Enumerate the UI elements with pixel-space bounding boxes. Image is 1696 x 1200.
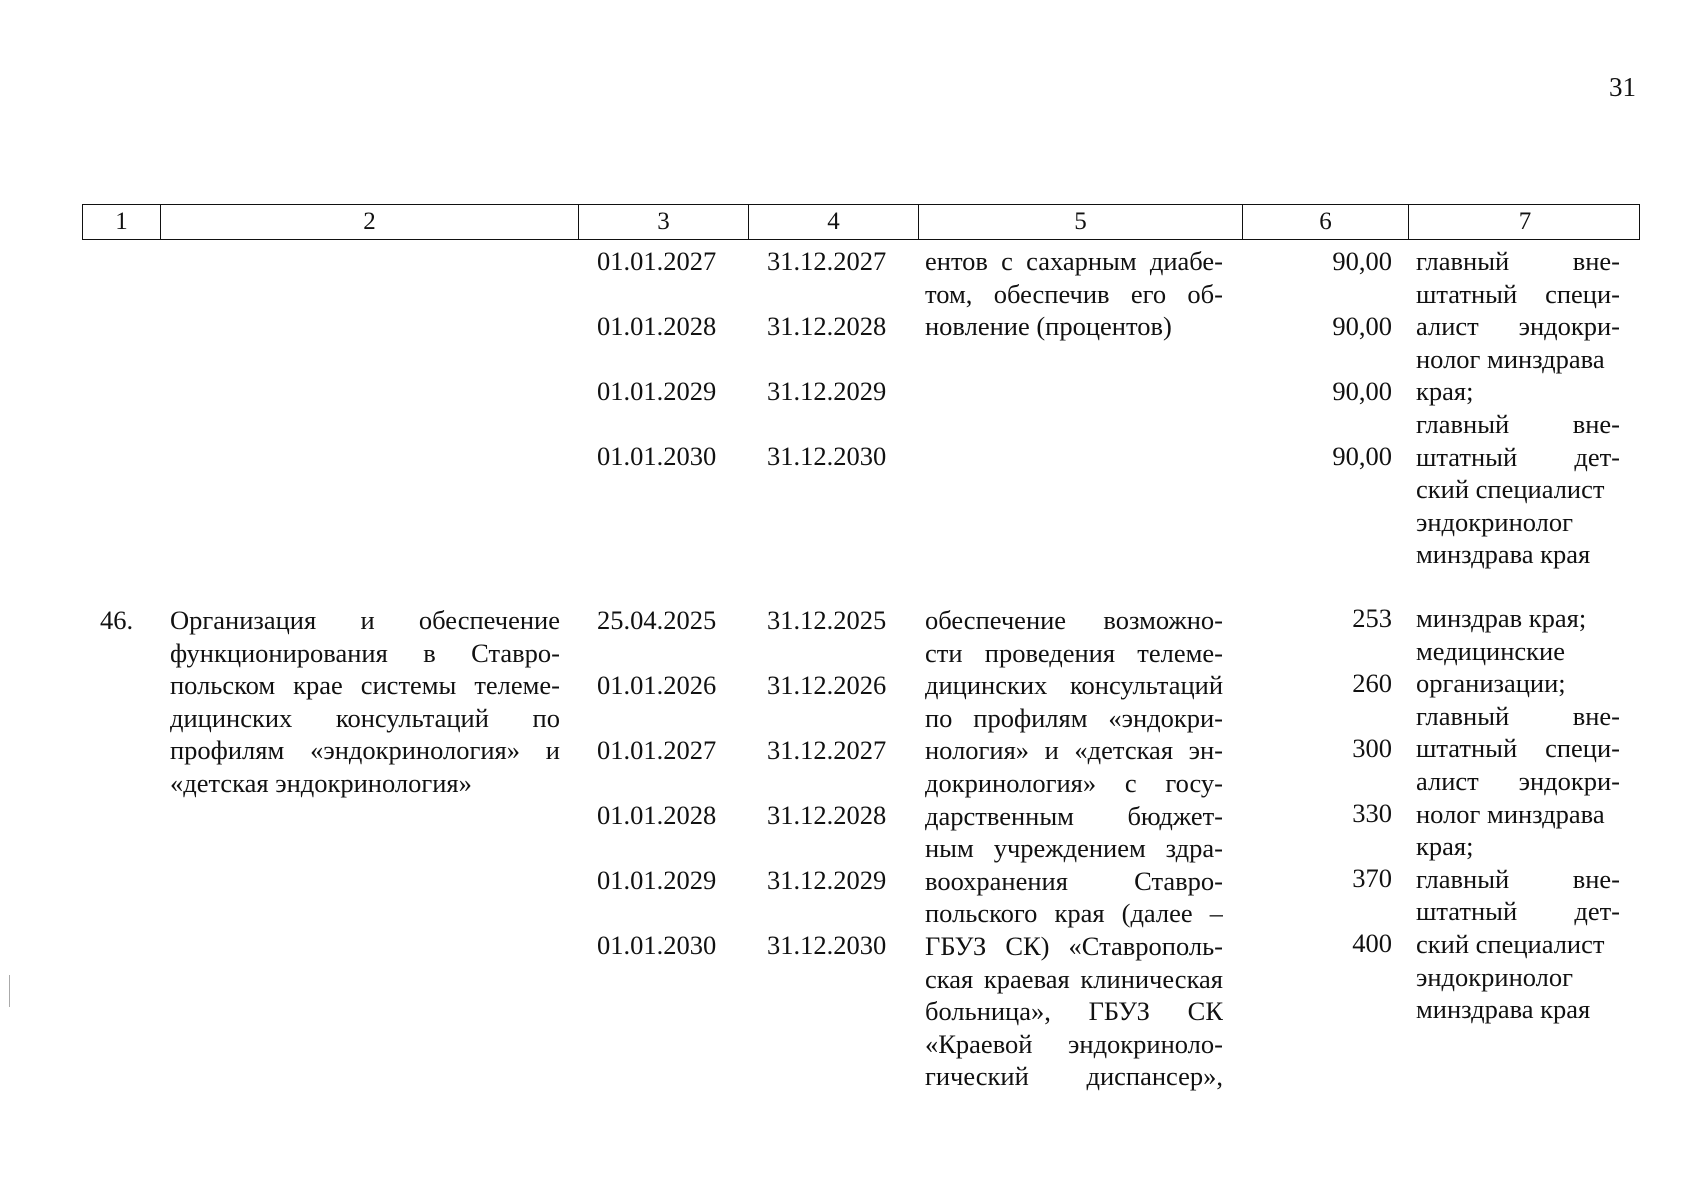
text-line: нология» и «детская эн- — [925, 735, 1223, 766]
indicator-value: 90,00 — [1332, 441, 1392, 471]
text-line: штатный дет- — [1416, 896, 1620, 927]
table-header — [82, 204, 1640, 240]
text-line: нолог минздрава — [1416, 343, 1605, 374]
end-date: 31.12.2028 — [767, 800, 887, 830]
text-line: эндокринолог — [1416, 506, 1574, 537]
start-date: 01.01.2028 — [597, 800, 717, 830]
text-line: главный вне- — [1416, 863, 1620, 894]
page-number: 31 — [1609, 72, 1636, 102]
text-line: Организация и обеспечение — [170, 605, 560, 635]
text-line: обеспечение возможно- — [925, 605, 1223, 635]
header-col-7: 7 — [1518, 208, 1532, 235]
text-line: ский специалист — [1416, 928, 1605, 959]
row-number: 46. — [100, 605, 134, 635]
text-line: больница», ГБУЗ СК — [925, 996, 1223, 1027]
text-line: минздрав края; — [1416, 603, 1587, 633]
text-line: главный вне- — [1416, 246, 1620, 276]
start-date: 01.01.2027 — [597, 246, 717, 276]
text-line: ский специалист — [1416, 474, 1605, 505]
end-date: 31.12.2026 — [767, 670, 887, 700]
end-date: 31.12.2027 — [767, 735, 887, 765]
text-line: воохранения Ставро- — [925, 865, 1223, 896]
text-line: польском крае системы телеме- — [170, 670, 560, 701]
text-line: дицинских консультаций по — [170, 702, 560, 733]
start-date: 01.01.2030 — [597, 441, 717, 471]
end-date: 31.12.2028 — [767, 311, 887, 341]
text-line: ным учреждением здра- — [925, 833, 1223, 864]
text-line: гический диспансер», — [925, 1061, 1223, 1092]
indicator-description — [925, 604, 1223, 1093]
indicator-value: 253 — [1352, 603, 1392, 633]
start-date: 01.01.2029 — [597, 865, 717, 895]
text-line: дарственным бюджет- — [925, 800, 1223, 831]
header-col-6: 6 — [1243, 205, 1409, 239]
text-line: алист эндокри- — [1416, 765, 1620, 796]
end-date: 31.12.2027 — [767, 246, 887, 276]
text-line: по профилям «эндокри- — [925, 702, 1223, 733]
text-line: края; — [1416, 376, 1474, 407]
text-line: «Краевой эндокриноло- — [925, 1028, 1223, 1059]
header-col-3: 3 — [579, 205, 749, 239]
text-line: польского края (далее – — [925, 898, 1223, 929]
indicator-value: 90,00 — [1332, 376, 1392, 406]
start-date: 01.01.2027 — [597, 735, 717, 765]
text-line: новление (процентов) — [925, 311, 1172, 342]
indicator-value: 90,00 — [1332, 246, 1392, 276]
text-line: края; — [1416, 831, 1474, 862]
start-date: 01.01.2030 — [597, 930, 717, 960]
text-line: алист эндокри- — [1416, 311, 1620, 342]
text-line: штатный специ- — [1416, 278, 1620, 309]
text-line: медицинские — [1416, 635, 1565, 666]
text-line: минздрава края — [1416, 539, 1591, 570]
text-line: нолог минздрава — [1416, 798, 1605, 829]
header-col-2: 2 — [161, 205, 579, 239]
end-date: 31.12.2030 — [767, 441, 887, 471]
indicator-value: 330 — [1352, 798, 1392, 828]
text-line: ская краевая клиническая — [925, 963, 1223, 994]
end-date: 31.12.2025 — [767, 605, 887, 635]
responsible-executors — [1416, 602, 1620, 1026]
responsible-executors — [1416, 245, 1620, 571]
indicator-value: 300 — [1352, 733, 1392, 763]
text-line: том, обеспечив его об- — [925, 278, 1223, 309]
start-date: 01.01.2026 — [597, 670, 717, 700]
header-col-1: 1 — [83, 205, 161, 239]
end-date: 31.12.2029 — [767, 865, 887, 895]
start-date: 25.04.2025 — [597, 605, 717, 635]
text-line: ентов с сахарным диабе- — [925, 246, 1223, 276]
indicator-description — [925, 245, 1223, 343]
text-line: профилям «эндокринология» и — [170, 735, 560, 766]
end-date: 31.12.2029 — [767, 376, 887, 406]
indicator-value: 400 — [1352, 928, 1392, 958]
indicator-value: 260 — [1352, 668, 1392, 698]
text-line: функционирования в Ставро- — [170, 637, 560, 668]
indicator-value: 370 — [1352, 863, 1392, 893]
event-name — [170, 604, 560, 800]
text-line: главный вне- — [1416, 700, 1620, 731]
start-date: 01.01.2029 — [597, 376, 717, 406]
start-date: 01.01.2028 — [597, 311, 717, 341]
scan-artifact — [9, 975, 10, 1007]
text-line: ГБУЗ СК) «Ставрополь- — [925, 930, 1223, 961]
text-line: штатный дет- — [1416, 441, 1620, 472]
text-line: «детская эндокринология» — [170, 767, 472, 798]
indicator-value: 90,00 — [1332, 311, 1392, 341]
header-col-4: 4 — [749, 205, 919, 239]
text-line: дицинских консультаций — [925, 670, 1223, 701]
text-line: минздрава края — [1416, 994, 1591, 1025]
text-line: организации; — [1416, 668, 1566, 699]
text-line: главный вне- — [1416, 408, 1620, 439]
header-col-5: 5 — [919, 205, 1243, 239]
text-line: докринология» с госу- — [925, 767, 1223, 798]
end-date: 31.12.2030 — [767, 930, 887, 960]
text-line: сти проведения телеме- — [925, 637, 1223, 668]
text-line: эндокринолог — [1416, 961, 1574, 992]
text-line: штатный специ- — [1416, 733, 1620, 764]
